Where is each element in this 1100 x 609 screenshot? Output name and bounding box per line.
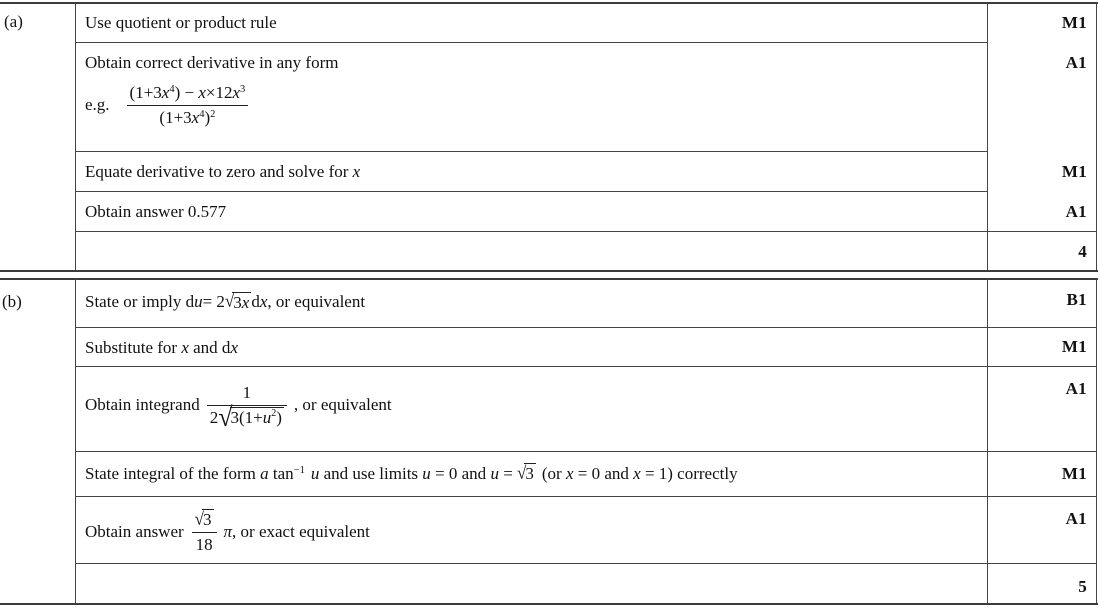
criterion-text <box>85 374 392 436</box>
math-fragment: (1+3 <box>129 83 162 103</box>
math-exponent: 2 <box>271 407 277 419</box>
math-fragment: , or equivalent <box>293 395 392 414</box>
math-variable: x <box>565 464 574 483</box>
math-variable: x <box>198 83 206 103</box>
grid-line <box>75 563 1097 564</box>
criterion-text: Obtain correct derivative in any form <box>85 53 339 72</box>
criterion-text: Use quotient or product rule <box>85 13 277 32</box>
math-fragment: ) − <box>174 83 199 103</box>
grid-line <box>75 191 987 192</box>
math-exponent: 4 <box>169 84 175 96</box>
math-fragment: = 0 and <box>573 464 634 483</box>
math-fragment: and d <box>188 338 231 357</box>
grid-line <box>987 2 988 270</box>
math-fragment: tan <box>268 464 294 483</box>
fraction-numerator <box>192 509 217 530</box>
answer-fraction <box>192 509 217 555</box>
grid-line <box>75 451 1097 452</box>
math-fragment: = <box>498 464 518 483</box>
grid-line <box>75 2 76 270</box>
math-exponent: 4 <box>199 108 205 120</box>
fraction-numerator <box>127 82 249 103</box>
grid-line <box>0 2 1098 4</box>
pi-symbol: π <box>223 522 233 541</box>
math-variable: x <box>259 292 268 311</box>
math-variable: u <box>194 292 203 311</box>
criterion-text <box>85 162 360 182</box>
mark-label: M1 <box>1061 13 1087 32</box>
derivative-fraction <box>127 82 249 128</box>
part-label-a: (a) <box>4 12 23 31</box>
math-variable: u <box>490 464 499 483</box>
math-variable: x <box>191 107 200 127</box>
eg-label: e.g. <box>85 95 110 114</box>
criterion-text <box>85 284 365 320</box>
grid-line <box>75 496 1097 497</box>
math-variable: u <box>262 407 272 427</box>
sqrt-symbol: √ <box>224 291 235 311</box>
math-fragment: State integral of the form <box>85 464 261 483</box>
radicand: 3 <box>203 510 212 530</box>
math-exponent: 2 <box>210 108 216 120</box>
grid-line <box>75 231 1097 232</box>
math-variable: a <box>260 464 269 483</box>
grid-line <box>0 270 1098 272</box>
math-fragment: , or equivalent <box>267 292 366 311</box>
criterion-text <box>85 338 238 358</box>
math-fragment: 3 <box>233 292 242 312</box>
grid-line <box>75 151 987 152</box>
mark-label: M1 <box>1061 464 1087 483</box>
grid-line <box>0 278 1098 280</box>
math-fragment: , or exact equivalent <box>232 522 370 541</box>
math-fragment: Obtain integrand <box>85 395 200 414</box>
math-fragment: State or imply d <box>85 292 195 311</box>
criterion-text <box>85 464 738 484</box>
fraction-numerator: 1 <box>242 383 252 403</box>
math-fragment: = 1) correctly <box>640 464 738 483</box>
mark-label: A1 <box>1065 509 1087 528</box>
grid-line <box>987 278 988 603</box>
fraction-bar <box>127 105 249 106</box>
math-fragment: and use limits <box>319 464 423 483</box>
sqrt-symbol: √ <box>194 509 205 530</box>
mark-label: M1 <box>1061 162 1087 181</box>
criterion-text: Obtain answer 0.577 <box>85 202 227 221</box>
grid-line <box>75 42 987 43</box>
grid-line <box>0 603 1098 605</box>
math-variable: x <box>633 464 641 483</box>
math-variable: x <box>230 338 238 357</box>
math-fragment: = 2 <box>202 292 225 311</box>
mark-label: B1 <box>1066 290 1087 309</box>
mark-total: 4 <box>1078 242 1087 261</box>
mark-label: A1 <box>1065 53 1087 72</box>
grid-line <box>75 327 1097 328</box>
math-fragment: 2 <box>209 407 219 427</box>
fraction-denominator <box>207 401 287 432</box>
mark-label: M1 <box>1061 337 1087 356</box>
grid-line <box>1096 2 1097 270</box>
math-exponent: −1 <box>293 465 305 476</box>
grid-line <box>75 278 76 603</box>
math-fragment: ) <box>276 407 282 427</box>
radicand: 3 <box>525 464 534 483</box>
math-fragment: d <box>251 292 260 311</box>
math-variable: x <box>352 162 361 181</box>
fraction-denominator <box>156 107 218 128</box>
math-variable: u <box>422 464 431 483</box>
math-variable: x <box>161 83 170 103</box>
math-fragment: Substitute for <box>85 338 182 357</box>
radicand <box>230 407 284 427</box>
math-variable: x <box>181 338 189 357</box>
math-fragment: (1+3 <box>159 107 192 127</box>
criterion-text <box>85 505 370 559</box>
math-variable: x <box>232 83 241 103</box>
grid-line <box>1096 278 1097 603</box>
grid-line <box>75 366 1097 367</box>
fraction-denominator: 18 <box>195 534 213 554</box>
math-fragment: = 0 and <box>430 464 491 483</box>
math-exponent: 3 <box>240 84 246 96</box>
math-variable: u <box>310 464 320 483</box>
math-variable: x <box>241 292 250 312</box>
sqrt-symbol: √ <box>517 463 527 483</box>
math-fragment: Obtain answer <box>85 522 184 541</box>
integrand-fraction <box>207 382 287 432</box>
math-fragment: 3(1+ <box>230 407 263 427</box>
math-fragment: ) <box>204 107 211 127</box>
part-label-b: (b) <box>2 292 22 311</box>
mark-label: A1 <box>1065 379 1087 398</box>
mark-total: 5 <box>1078 577 1087 596</box>
math-fragment: Equate derivative to zero and solve for <box>85 162 353 181</box>
math-fragment: (or <box>541 464 566 483</box>
radicand <box>232 292 251 313</box>
sqrt-symbol: √ <box>218 401 233 432</box>
math-fragment: ×12 <box>205 83 233 103</box>
mark-label: A1 <box>1065 202 1087 221</box>
derivative-example <box>85 74 253 136</box>
fraction-bar <box>192 532 217 533</box>
